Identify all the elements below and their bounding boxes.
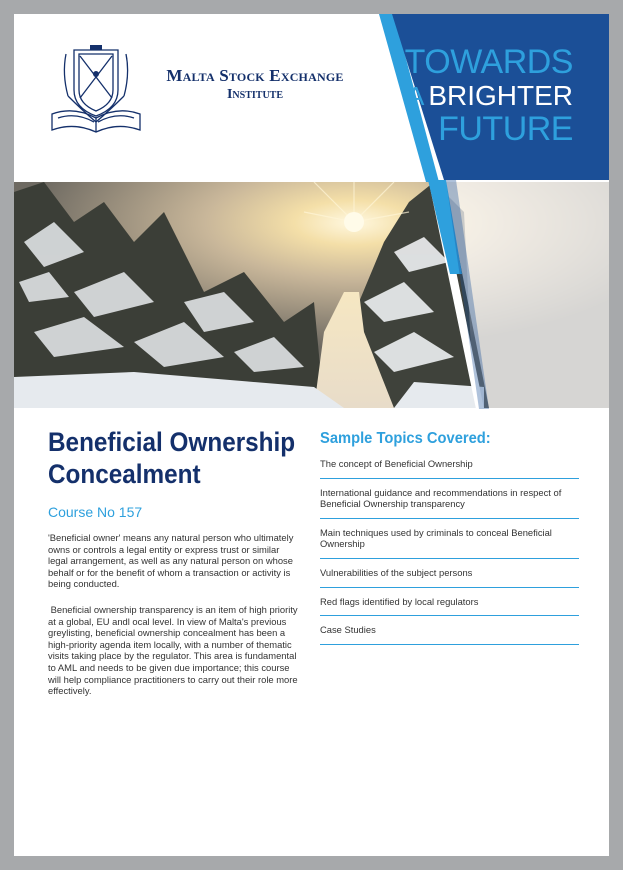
institute-crest-logo: [46, 44, 146, 136]
topic-item: International guidance and recommendations in respect of Beneficial Ownership transparency: [320, 487, 579, 519]
topic-item: Red flags identified by local regulators: [320, 596, 579, 617]
slogan-line1: TOWARDS: [404, 43, 573, 81]
topics-heading: Sample Topics Covered:: [320, 430, 491, 447]
slogan-line2: [405, 79, 573, 113]
institute-name: [150, 66, 360, 103]
slogan-line3: FUTURE: [438, 110, 573, 148]
topics-section: [320, 430, 579, 653]
topic-item: Case Studies: [320, 624, 579, 645]
institute-name-line2: Institute: [226, 87, 284, 102]
topic-item: Vulnerabilities of the subject persons: [320, 567, 579, 588]
slogan-line2-a: A: [406, 81, 425, 111]
topic-item: Main techniques used by criminals to conceal Beneficial Ownership: [320, 527, 579, 559]
course-paragraph-2: Beneficial ownership transparency is an item of high priority at a global, EU andl ocal level. In view of Malta's previous greylisting, beneficial ownership concealment has been a high-priority agenda item locally, with a number of thematic visits taking place by the regulator. This area is fundamental to AML and needs to be given due importance; this course will help compliance practitioners to carry out their role more effectively.: [48, 603, 298, 697]
institute-name-line1: Malta Stock Exchange: [166, 66, 344, 85]
topic-item: The concept of Beneficial Ownership: [320, 458, 579, 479]
course-number: Course No 157: [48, 504, 143, 520]
brochure-page: [14, 14, 609, 856]
course-description: [48, 426, 298, 706]
course-title: Beneficial Ownership Concealment: [48, 427, 296, 489]
slogan-line2-b: BRIGHTER: [428, 80, 573, 111]
slogan: [404, 43, 573, 148]
course-paragraph-1: 'Beneficial owner' means any natural person who ultimately owns or controls a legal entity or express trust or similar legal arrangement, as well as any natural person on whose behalf or for the benefit of whom a transaction or activity is being conducted.: [48, 532, 294, 590]
